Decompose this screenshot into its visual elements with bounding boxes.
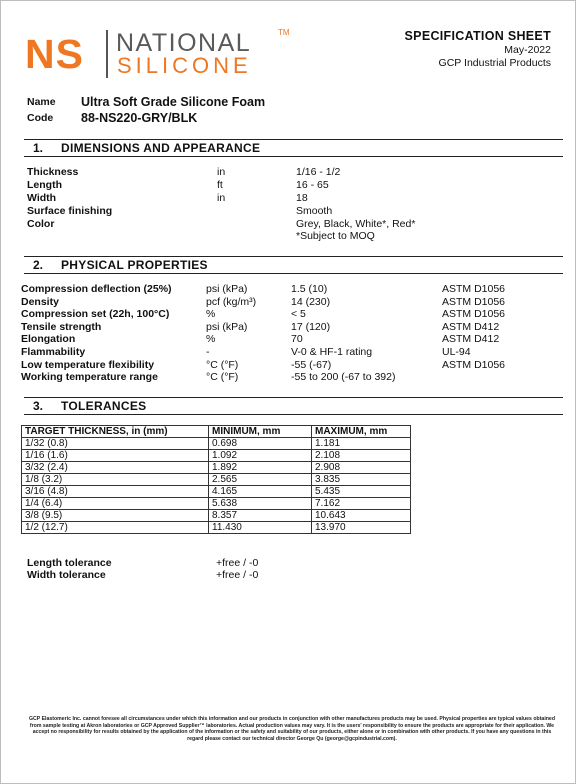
national-silicone-logo — [25, 28, 295, 80]
property-name: Compression deflection (25%) — [21, 283, 172, 295]
section-title: PHYSICAL PROPERTIES — [61, 258, 208, 272]
table-cell: 1.892 — [209, 462, 312, 474]
dimension-unit: in — [217, 166, 226, 178]
property-standard: ASTM D1056 — [442, 358, 506, 371]
table-cell: 1/16 (1.6) — [22, 450, 209, 462]
table-row — [22, 474, 411, 486]
logo-trademark: TM — [278, 28, 290, 37]
property-standard: ASTM D1056 — [442, 283, 506, 295]
moq-note: *Subject to MOQ — [296, 230, 375, 242]
dimension-unit: ft — [217, 179, 223, 191]
physical-property-row — [1, 371, 576, 384]
table-cell: 11.430 — [209, 522, 312, 534]
dimension-name: Surface finishing — [27, 205, 113, 217]
column-header: MINIMUM, mm — [209, 426, 312, 438]
property-standard: ASTM D1056 — [442, 308, 506, 321]
dimension-unit: in — [217, 192, 226, 204]
dimension-value: 16 - 65 — [296, 179, 329, 191]
property-value: -55 (-67) — [291, 358, 332, 371]
table-cell: 1/2 (12.7) — [22, 522, 209, 534]
dimension-row — [1, 179, 576, 192]
property-standard: ASTM D412 — [442, 333, 500, 346]
logo-divider — [106, 30, 108, 78]
table-cell: 1/32 (0.8) — [22, 438, 209, 450]
property-name: Elongation — [21, 333, 76, 346]
code-label: Code — [27, 112, 54, 124]
table-row — [22, 486, 411, 498]
section-title: DIMENSIONS AND APPEARANCE — [61, 141, 261, 155]
section-number: 1. — [33, 141, 44, 155]
table-cell: 3/16 (4.8) — [22, 486, 209, 498]
property-name: Working temperature range — [21, 371, 158, 384]
dimension-row — [1, 205, 576, 218]
section-number: 2. — [33, 258, 44, 272]
logo-national-text: NATIONAL — [116, 29, 252, 57]
product-name: Ultra Soft Grade Silicone Foam — [81, 95, 266, 109]
table-cell: 1/8 (3.2) — [22, 474, 209, 486]
tolerance-name: Length tolerance — [27, 557, 112, 569]
table-header-row — [22, 426, 411, 438]
physical-property-row — [1, 333, 576, 346]
table-row — [22, 462, 411, 474]
table-cell: 2.565 — [209, 474, 312, 486]
property-value: -55 to 200 (-67 to 392) — [291, 371, 396, 384]
product-code: 88-NS220-GRY/BLK — [81, 111, 198, 125]
table-row — [22, 450, 411, 462]
dimension-name: Color — [27, 218, 55, 230]
property-value: 70 — [291, 333, 303, 346]
physical-property-row — [1, 296, 576, 309]
property-name: Compression set (22h, 100°C) — [21, 308, 170, 321]
dimension-note-row — [1, 230, 576, 243]
property-name: Flammability — [21, 346, 86, 358]
section-dimensions-header — [24, 139, 563, 157]
property-value: 1.5 (10) — [291, 283, 328, 295]
dimension-name: Width — [27, 192, 57, 204]
tolerance-value: +free / -0 — [216, 557, 259, 569]
section-physical-header — [24, 256, 563, 274]
tolerance-row — [1, 569, 576, 582]
table-cell: 2.108 — [312, 450, 411, 462]
table-row — [22, 510, 411, 522]
table-cell: 3/32 (2.4) — [22, 462, 209, 474]
table-cell: 8.357 — [209, 510, 312, 522]
table-cell: 4.165 — [209, 486, 312, 498]
physical-property-row — [1, 359, 576, 372]
property-unit: - — [206, 346, 210, 358]
table-cell: 5.638 — [209, 498, 312, 510]
property-value: 14 (230) — [291, 295, 331, 308]
property-standard: ASTM D1056 — [442, 295, 506, 308]
table-cell: 10.643 — [312, 510, 411, 522]
company-name: GCP Industrial Products — [438, 57, 551, 69]
header-info — [405, 29, 551, 69]
tolerance-value: +free / -0 — [216, 569, 259, 581]
property-unit: % — [206, 308, 216, 321]
property-name: Density — [21, 295, 59, 308]
name-label: Name — [27, 96, 56, 108]
column-header: MAXIMUM, mm — [312, 426, 411, 438]
property-unit: pcf (kg/m³) — [206, 295, 257, 308]
section-number: 3. — [33, 399, 44, 413]
dimension-value: Grey, Black, White*, Red* — [296, 218, 416, 230]
property-name: Tensile strength — [21, 320, 102, 333]
dimension-row — [1, 166, 576, 179]
dimension-name: Thickness — [27, 166, 79, 178]
tolerance-name: Width tolerance — [27, 569, 106, 581]
table-cell: 3/8 (9.5) — [22, 510, 209, 522]
property-value: 17 (120) — [291, 320, 331, 333]
property-unit: °C (°F) — [206, 358, 239, 371]
property-value: < 5 — [291, 308, 306, 321]
table-cell: 1.181 — [312, 438, 411, 450]
property-standard: ASTM D412 — [442, 320, 500, 333]
property-unit: psi (kPa) — [206, 283, 248, 295]
table-row — [22, 438, 411, 450]
table-cell: 13.970 — [312, 522, 411, 534]
column-header: TARGET THICKNESS, in (mm) — [22, 426, 209, 438]
section-tolerances-header — [24, 397, 563, 415]
table-cell: 5.435 — [312, 486, 411, 498]
table-cell: 0.698 — [209, 438, 312, 450]
dimension-name: Length — [27, 179, 62, 191]
dimension-row — [1, 192, 576, 205]
table-cell: 2.908 — [312, 462, 411, 474]
logo-silicone-text: SILICONE — [117, 53, 252, 78]
table-cell: 1/4 (6.4) — [22, 498, 209, 510]
tolerance-table — [21, 425, 411, 534]
table-cell: 1.092 — [209, 450, 312, 462]
sheet-title: SPECIFICATION SHEET — [404, 29, 551, 43]
physical-property-row — [1, 346, 576, 359]
property-unit: % — [206, 333, 216, 346]
table-cell: 7.162 — [312, 498, 411, 510]
table-row — [22, 522, 411, 534]
property-name: Low temperature flexibility — [21, 358, 155, 371]
physical-property-row — [1, 283, 576, 296]
section-title: TOLERANCES — [61, 399, 147, 413]
property-unit: psi (kPa) — [206, 320, 248, 333]
property-standard: UL-94 — [442, 346, 471, 358]
table-row — [22, 498, 411, 510]
table-cell: 3.835 — [312, 474, 411, 486]
sheet-date: May-2022 — [504, 44, 551, 56]
property-unit: °C (°F) — [206, 371, 239, 384]
dimension-value: Smooth — [296, 205, 333, 217]
physical-property-row — [1, 321, 576, 334]
physical-property-row — [1, 308, 576, 321]
logo-ns-mark: NS — [25, 31, 84, 77]
property-value: V-0 & HF-1 rating — [291, 346, 373, 358]
dimension-value: 18 — [296, 192, 308, 204]
dimension-value: 1/16 - 1/2 — [296, 166, 341, 178]
legal-disclaimer: GCP Elastomeric Inc. cannot foresee all circumstances under which this information and our products in conjunction with other manufactures products may be used. Physical properties are typical values obtained from sample testing at Akron laboratories or GCP Approved Supplier™ laboratories. Actual production values may vary. It is the users' responsibility to ensure the products are appropriate for their application. We accept no responsibility for results obtained by the application of the information or the safety and suitability of our products, either alone or in combination with other products. If you have any questions in this regard please contact our technical director George Qu (george@gcpindustrial.com). — [29, 716, 555, 742]
